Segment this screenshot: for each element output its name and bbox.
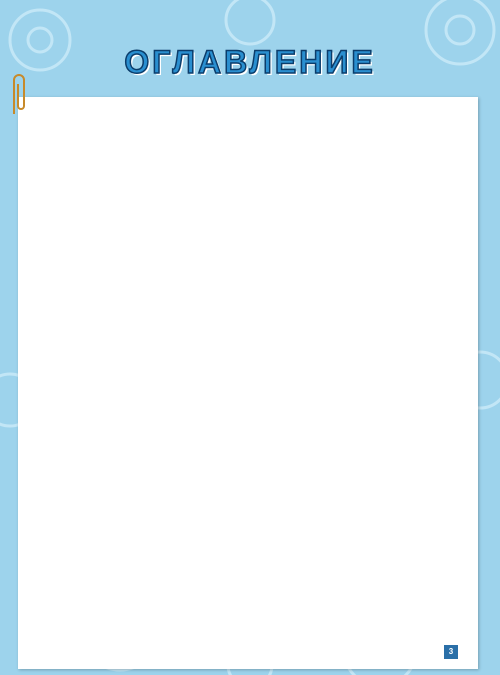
paperclip-icon xyxy=(8,70,28,118)
page-title: ОГЛАВЛЕНИЕ xyxy=(124,44,376,80)
page-number-badge: 3 xyxy=(444,645,458,659)
contents-sheet xyxy=(18,97,478,669)
